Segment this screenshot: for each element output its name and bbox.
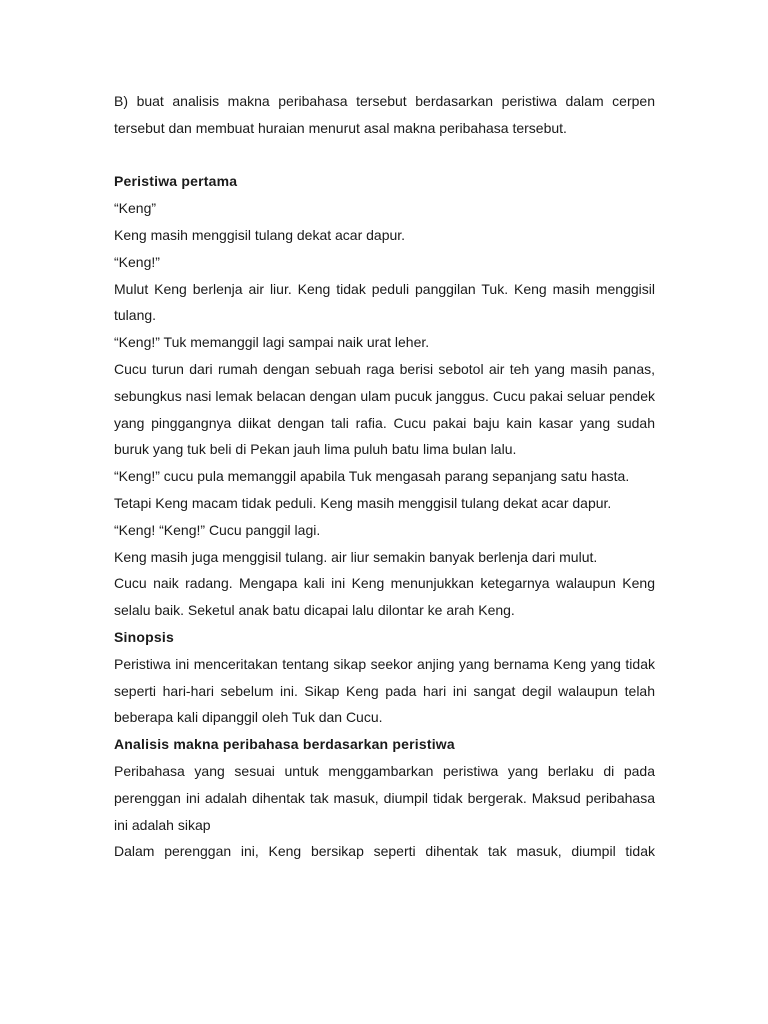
narrative-paragraph: “Keng!” cucu pula memanggil apabila Tuk mengasah parang sepanjang satu hasta.	[114, 468, 630, 485]
dialogue-line: “Keng”	[114, 200, 157, 217]
narrative-paragraph: Cucu turun dari rumah dengan sebuah raga berisi sebotol air teh yang masih panas, sebungkus nasi lemak belacan dengan ulam pucuk janggus. Cucu pakai seluar pendek yang pinggangnya diikat dengan tali rafia. Cucu pakai baju kain kasar yang sudah buruk yang tuk beli di Pekan jauh lima puluh batu lima bulan lalu.	[114, 360, 655, 458]
analysis-paragraph: Peribahasa yang sesuai untuk menggambarkan peristiwa yang berlaku di pada perenggan ini adalah dihentak tak masuk, diumpil tidak bergerak. Maksud peribahasa ini adalah sikap	[114, 762, 655, 833]
document-page	[114, 88, 655, 865]
blank-line	[114, 142, 655, 169]
narrative-line: Keng masih juga menggisil tulang. air liur semakin banyak berlenja dari mulut.	[114, 548, 598, 565]
narrative-line: Keng masih menggisil tulang dekat acar dapur.	[114, 226, 406, 243]
section-heading-analisis: Analisis makna peribahasa berdasarkan peristiwa	[114, 736, 455, 753]
synopsis-paragraph: Peristiwa ini menceritakan tentang sikap seekor anjing yang bernama Keng yang tidak seperti hari-hari sebelum ini. Sikap Keng pada hari ini sangat degil walaupun telah beberapa kali dipanggil oleh Tuk dan Cucu.	[114, 655, 655, 726]
intro-paragraph: B) buat analisis makna peribahasa tersebut berdasarkan peristiwa dalam cerpen tersebut dan membuat huraian menurut asal makna peribahasa tersebut.	[114, 93, 655, 136]
narrative-paragraph: Mulut Keng berlenja air liur. Keng tidak peduli panggilan Tuk. Keng masih menggisil tulang.	[114, 280, 655, 324]
narrative-line: Tetapi Keng macam tidak peduli. Keng masih menggisil tulang dekat acar dapur.	[114, 494, 612, 511]
dialogue-line: “Keng! “Keng!” Cucu panggil lagi.	[114, 521, 321, 538]
dialogue-line: “Keng!”	[114, 253, 160, 270]
section-heading-peristiwa-pertama: Peristiwa pertama	[114, 173, 238, 190]
analysis-trailing-line: Dalam perenggan ini, Keng bersikap seperti dihentak tak masuk, diumpil tidak	[114, 843, 655, 860]
dialogue-line: “Keng!” Tuk memanggil lagi sampai naik urat leher.	[114, 334, 430, 351]
narrative-paragraph: Cucu naik radang. Mengapa kali ini Keng menunjukkan ketegarnya walaupun Keng selalu baik. Seketul anak batu dicapai lalu dilontar ke arah Keng.	[114, 575, 655, 619]
section-heading-sinopsis: Sinopsis	[114, 628, 174, 645]
